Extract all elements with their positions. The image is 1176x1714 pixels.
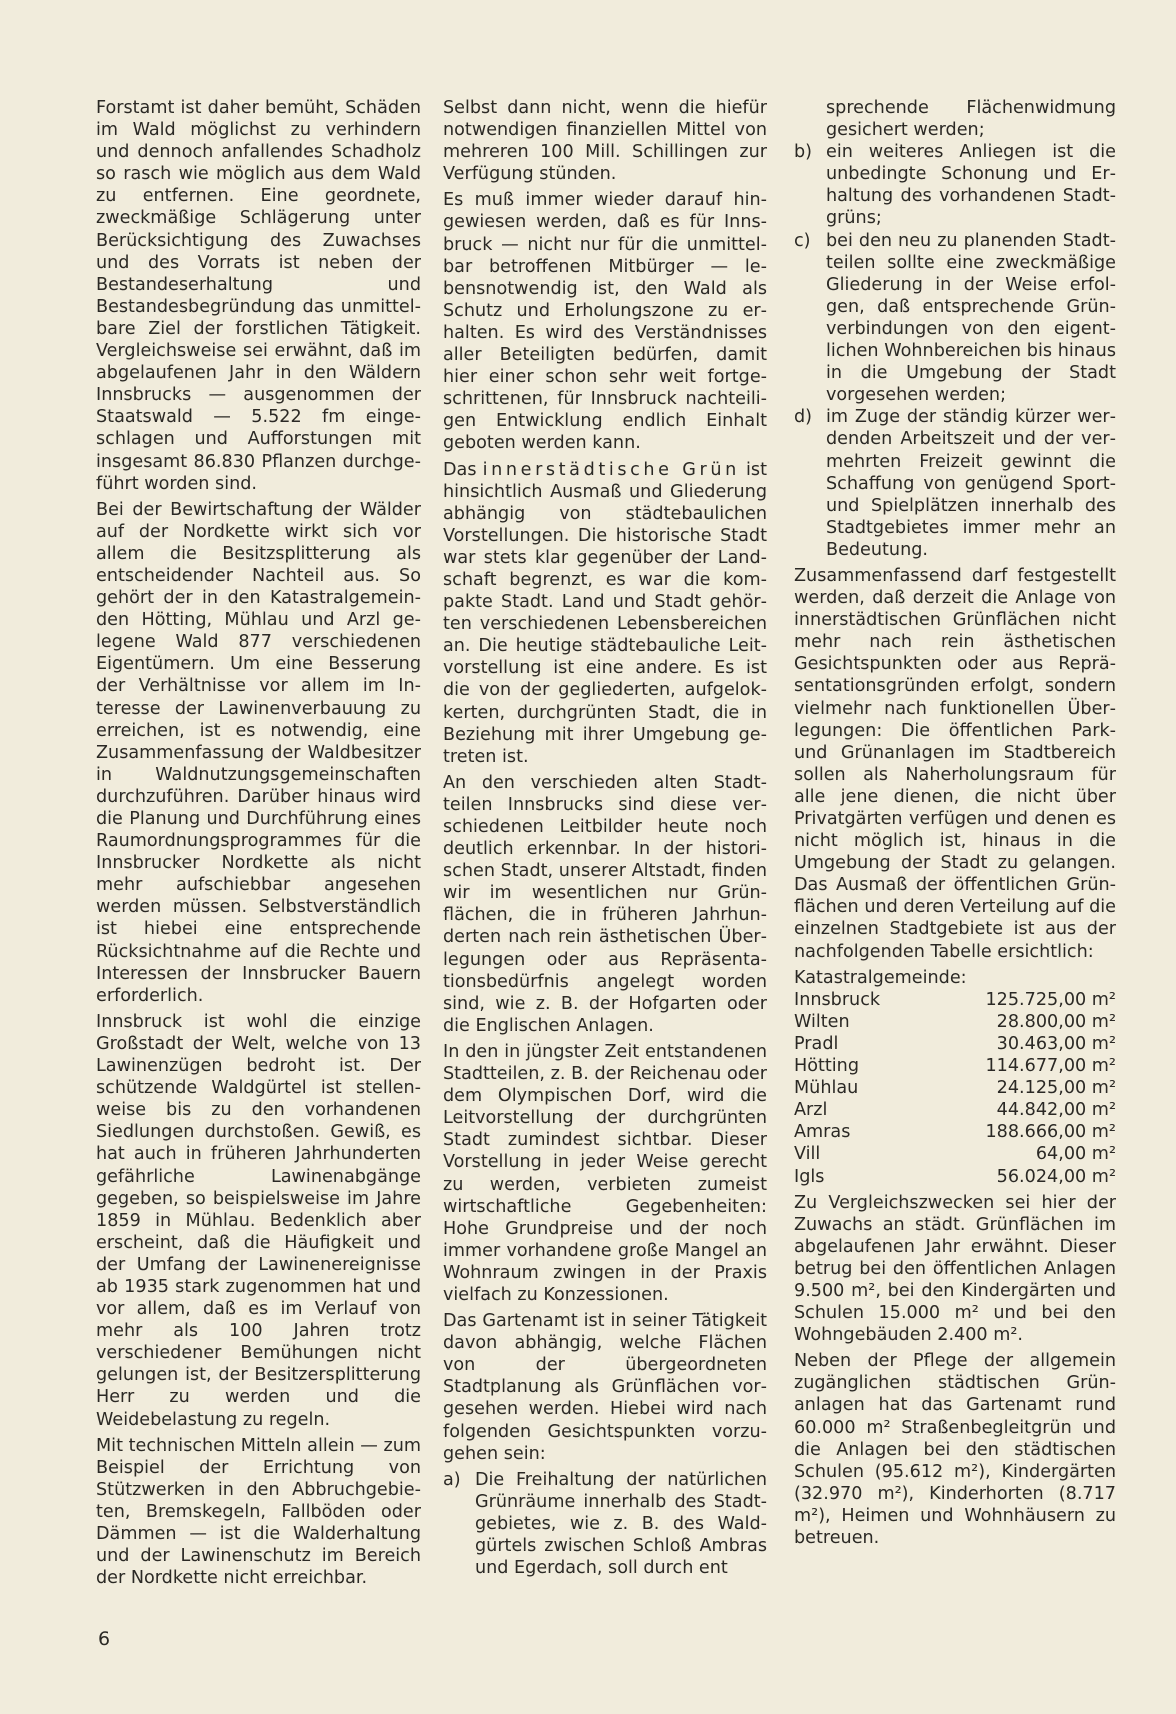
list-item-text: ein weiteres Anliegen ist die unbedingte Schonung und Erhaltung des vorhandenen Stadtgrüns; (826, 142, 1116, 229)
paragraph: Mit technischen Mitteln allein — zum Beispiel der Errichtung von Stützwerken in den Abbruchgebieten, Bremskegeln, Fallböden oder Dämmen — ist die Walderhaltung und der Lawinenschutz im Bereich der Nordkette nicht erreichbar. (96, 1435, 421, 1589)
table-row (794, 1143, 1116, 1165)
paragraph: Das Gartenamt ist in seiner Tätigkeit davon abhängig, welche Flächen von der übergeordneten Stadtplanung als Grünflächen vorgesehen werden. Hiebei wird nach folgenden Gesichtspunkten vorzugehen sein: (443, 1311, 767, 1464)
list-item (794, 406, 1116, 561)
list-item-text: sprechende Flächenwidmung gesichert werden; (826, 98, 1116, 141)
district-name: Wilten (794, 1011, 850, 1032)
paragraph: Forstamt ist daher bemüht, Schäden im Wald möglichst zu verhindern und dennoch anfallendes Schadholz so rasch wie möglich aus dem Wald zu entfernen. Eine geordnete, zweckmäßige Schlägerung unter Berücksichtigung des Zuwachses und des Vorrats ist neben der Bestandeserhaltung und Bestandesbegründung das unmittelbare Ziel der forstlichen Tätigkeit. Vergleichsweise sei erwähnt, daß im abgelaufenen Jahr in den Wäldern Innsbrucks — ausgenommen der Staatswald — 5.522 fm eingeschlagen und Aufforstungen mit insgesamt 86.830 Pflanzen durchgeführt worden sind. (96, 98, 421, 494)
list-item-text: bei den neu zu planenden Stadtteilen sollte eine zweckmäßige Gliederung in der Weise erfolgen, daß entsprechende Grünverbindungen von den eigentlichen Wohnbereichen bis hinaus in die Umgebung der Stadt vorgesehen werden; (826, 230, 1116, 406)
green-area-table (794, 989, 1116, 1188)
area-value: 28.800,00 m² (996, 1011, 1116, 1032)
district-name: Mühlau (794, 1078, 859, 1099)
list-marker: a) (443, 1469, 461, 1490)
district-name: Hötting (794, 1056, 859, 1077)
table-row (794, 1166, 1116, 1188)
paragraph: Innsbruck ist wohl die einzige Großstadt der Welt, welche von 13 Lawinenzügen bedroht ist. Der schützende Waldgürtel ist stellenweise bis zu den vorhandenen Siedlungen durchstoßen. Gewiß, es hat auch in früheren Jahrhunderten gefährliche Lawinenabgänge gegeben, so beispielsweise im Jahre 1859 in Mühlau. Bedenklich aber erscheint, daß die Häufigkeit und der Umfang der Lawinenereignisse ab 1935 stark zugenommen hat und vor allem, daß es im Verlauf von mehr als 100 Jahren trotz verschiedener Bemühungen nicht gelungen ist, der Besitzersplitterung Herr zu werden und die Weidebelastung zu regeln. (96, 1011, 421, 1430)
criteria-list-continued (794, 97, 1116, 561)
district-name: Pradl (794, 1033, 839, 1054)
page-number: 6 (98, 1628, 111, 1650)
paragraph (443, 459, 767, 768)
area-value: 64,00 m² (1035, 1144, 1116, 1165)
paragraph-rest: ist hinsichtlich Ausmaß und Gliederung abhängig von städtebaulichen Vorstellungen. Die historische Stadt war stets klar gegenüber der Landschaft begrenzt, es war die kompakte Stadt. Land und Stadt gehörten verschiedenen Lebensbereichen an. Die heutige städtebauliche Leitvorstellung ist eine andere. Es ist die von der gegliederten, aufgelokkerten, durchgrünten Stadt, die in Beziehung mit ihrer Umgebung getreten ist. (443, 459, 767, 767)
paragraph: Zu Vergleichszwecken sei hier der Zuwachs an städt. Grünflächen im abgelaufenen Jahr erwähnt. Dieser betrug bei den öffentlichen Anlagen 9.500 m², bei den Kindergärten und Schulen 15.000 m² und bei den Wohngebäuden 2.400 m². (794, 1192, 1116, 1346)
paragraph: Bei der Bewirtschaftung der Wälder auf der Nordkette wirkt sich vor allem die Besitzsplitterung als entscheidender Nachteil aus. So gehört der in den Katastralgemeinden Hötting, Mühlau und Arzl gelegene Wald 877 verschiedenen Eigentümern. Um eine Besserung der Verhältnisse vor allem im Interesse der Lawinenverbauung zu erreichen, ist es notwendig, eine Zusammenfassung der Waldbesitzer in Waldnutzungsgemeinschaften durchzuführen. Darüber hinaus wird die Planung und Durchführung eines Raumordnungsprogrammes für die Innsbrucker Nordkette als nicht mehr aufschiebbar angesehen werden müssen. Selbstverständlich ist hiebei eine entsprechende Rücksichtnahme auf die Rechte und Interessen der Innsbrucker Bauern erforderlich. (96, 499, 421, 1006)
district-name: Amras (794, 1122, 851, 1143)
list-item (794, 141, 1116, 229)
area-value: 188.666,00 m² (985, 1122, 1116, 1143)
area-value: 24.125,00 m² (996, 1078, 1116, 1099)
paragraph: In den in jüngster Zeit entstandenen Stadtteilen, z. B. der Reichenau oder dem Olympischen Dorf, wird die Leitvorstellung der durchgrünten Stadt zumindest sichtbar. Dieser Vorstellung in jeder Weise gerecht zu werden, verbieten zumeist wirtschaftliche Gegebenheiten: Hohe Grundpreise und der noch immer vorhandene große Mangel an Wohnraum zwingen in der Praxis vielfach zu Konzessionen. (443, 1041, 767, 1305)
list-item (794, 230, 1116, 407)
list-item (794, 97, 1116, 141)
paragraph: An den verschieden alten Stadtteilen Innsbrucks sind diese verschiedenen Leitbilder heute noch deutlich erkennbar. In der historischen Stadt, unserer Altstadt, finden wir im wesentlichen nur Grünflächen, die in früheren Jahrhunderten nach rein ästhetischen Überlegungen oder aus Repräsentationsbedürfnis angelegt worden sind, wie z. B. der Hofgarten oder die Englischen Anlagen. (443, 772, 767, 1036)
table-row (794, 1011, 1116, 1033)
text-column-1 (96, 97, 421, 1593)
list-marker: d) (794, 407, 813, 428)
list-item-text: Die Freihaltung der natürlichen Grünräume innerhalb des Stadtgebietes, wie z. B. des Waldgürtels zwischen Schloß Ambras und Egerdach, soll durch ent (475, 1469, 767, 1579)
paragraph: Zusammenfassend darf festgestellt werden, daß derzeit die Anlage von innerstädtischen Grünflächen nicht mehr nach rein ästhetischen Gesichtspunkten oder aus Repräsentationsgründen erfolgt, sondern vielmehr nach funktionellen Überlegungen: Die öffentlichen Park- und Grünanlagen im Stadtbereich sollen als Naherholungsraum für alle jene dienen, die nicht über Privatgärten verfügen und denen es nicht möglich ist, hinaus in die Umgebung der Stadt zu gelangen. Das Ausmaß der öffentlichen Grünflächen und deren Verteilung auf die einzelnen Stadtgebiete ist aus der nachfolgenden Tabelle ersichtlich: (794, 565, 1116, 962)
emphasized-term: innerstädtische Grün (482, 459, 740, 480)
text-column-3 (794, 97, 1116, 1553)
criteria-list (443, 1469, 767, 1579)
table-row (794, 1055, 1116, 1077)
area-value: 44.842,00 m² (996, 1100, 1116, 1121)
paragraph-lead: Das (443, 459, 477, 480)
table-row (794, 1033, 1116, 1055)
paragraph: Es muß immer wieder darauf hingewiesen werden, daß es für Innsbruck — nicht nur für die unmittelbar betroffenen Mitbürger — lebensnotwendig ist, den Wald als Schutz und Erholungszone zu erhalten. Es wird des Verständnisses aller Beteiligten bedürfen, damit hier einer schon sehr weit fortgeschrittenen, für Innsbruck nachteiligen Entwicklung endlich Einhalt geboten werden kann. (443, 190, 767, 454)
table-row (794, 989, 1116, 1011)
list-item (443, 1469, 767, 1579)
list-marker: c) (794, 230, 811, 251)
district-name: Innsbruck (794, 989, 881, 1010)
area-value: 125.725,00 m² (985, 989, 1116, 1010)
paragraph: Neben der Pflege der allgemein zugänglichen städtischen Grünanlagen hat das Gartenamt rund 60.000 m² Straßenbegleitgrün und die Anlagen bei den städtischen Schulen (95.612 m²), Kindergärten (32.970 m²), Kinderhorten (8.717 m²), Heimen und Wohnhäusern zu betreuen. (794, 1351, 1116, 1548)
area-value: 114.677,00 m² (985, 1056, 1116, 1077)
area-value: 30.463,00 m² (996, 1033, 1116, 1054)
district-name: Arzl (794, 1100, 828, 1121)
table-row (794, 1099, 1116, 1121)
table-caption: Katastralgemeinde: (794, 967, 967, 988)
area-value: 56.024,00 m² (996, 1166, 1116, 1187)
table-row (794, 1077, 1116, 1099)
table-row (794, 1121, 1116, 1143)
list-item-text: im Zuge der ständig kürzer werdenden Arbeitszeit und der vermehrten Freizeit gewinnt die Schaffung von genügend Sport- und Spielplätzen innerhalb des Stadtgebietes immer mehr an Bedeutung. (826, 407, 1116, 560)
district-name: Igls (794, 1166, 825, 1187)
list-marker: b) (794, 142, 813, 163)
paragraph: Selbst dann nicht, wenn die hiefür notwendigen finanziellen Mittel von mehreren 100 Mill. Schillingen zur Verfügung stünden. (443, 98, 767, 185)
text-column-2 (443, 97, 767, 1583)
district-name: Vill (794, 1144, 821, 1165)
